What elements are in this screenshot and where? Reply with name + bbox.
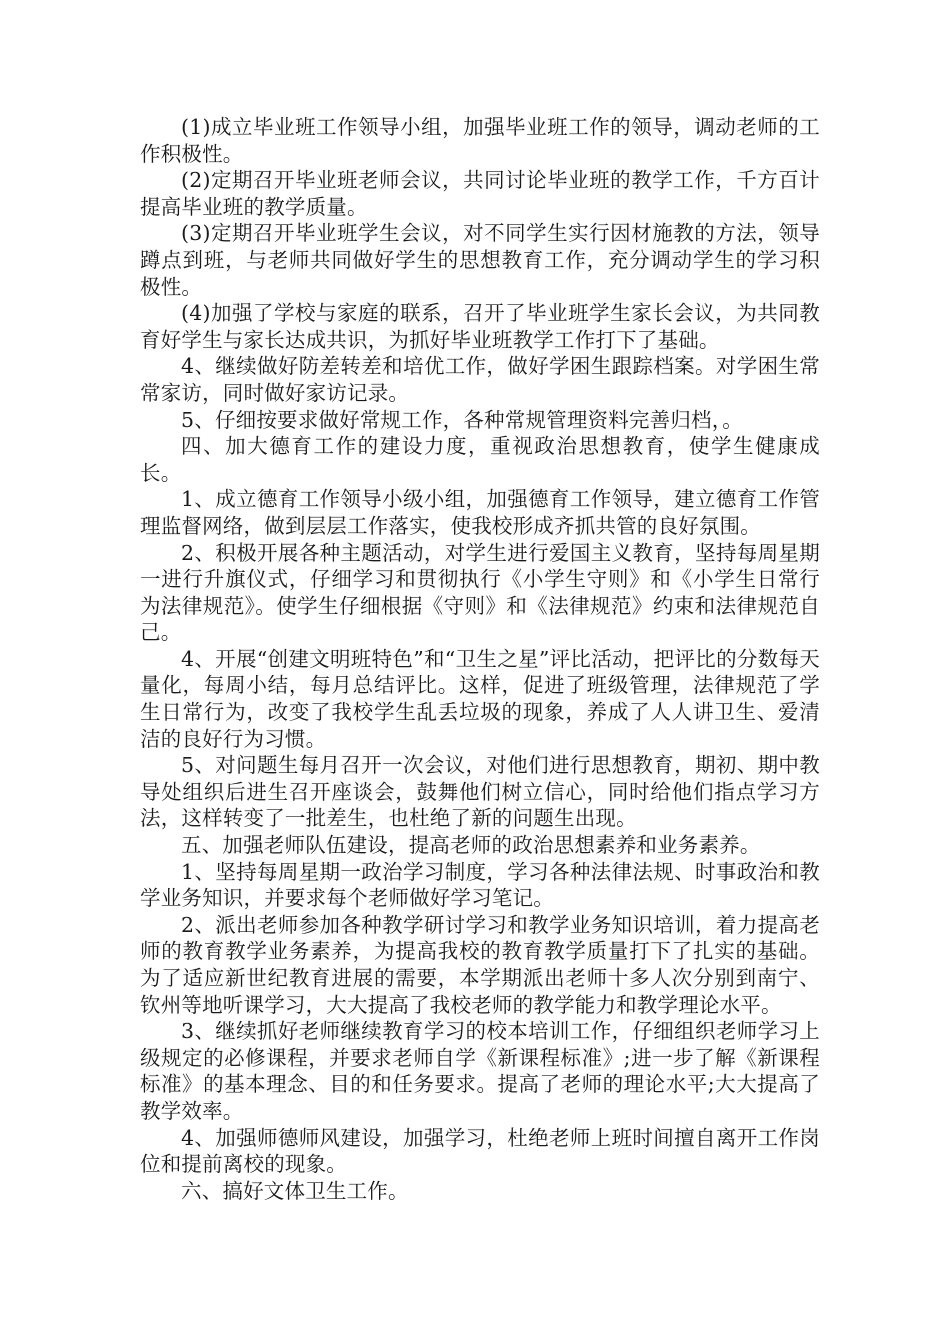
paragraph-11: 5、对问题生每月召开一次会议，对他们进行思想教育，期初、期中教导处组织后进生召开座谈会，鼓舞他们树立信心，同时给他们指点学习方法，这样转变了一批差生，也杜绝了新的问题生出现。 [140, 753, 820, 831]
paragraph-1: (1)成立毕业班工作领导小组，加强毕业班工作的领导，调动老师的工作积极性。 [140, 115, 820, 166]
section-heading-5: 五、加强老师队伍建设，提高老师的政治思想素养和业务素养。 [181, 833, 761, 858]
paragraph-3: (3)定期召开毕业班学生会议，对不同学生实行因材施教的方法，领导蹲点到班，与老师共同做好学生的思想教育工作，充分调动学生的学习积极性。 [140, 221, 820, 299]
paragraph-8: 1、成立德育工作领导小级小组，加强德育工作领导，建立德育工作管理监督网络，做到层层工作落实，使我校形成齐抓共管的良好氛围。 [140, 487, 820, 538]
paragraph-6: 5、仔细按要求做好常规工作，各种常规管理资料完善归档，。 [181, 407, 743, 432]
paragraph-2: (2)定期召开毕业班老师会议，共同讨论毕业班的教学工作，千方百计提高毕业班的教学质量。 [140, 168, 820, 219]
paragraph-10: 4、开展“创建文明班特色”和“卫生之星”评比活动，把评比的分数每天量化，每周小结，每月总结评比。这样，促进了班级管理，法律规范了学生日常行为，改变了我校学生乱丢垃圾的现象，养成了人人讲卫生、爱清洁的良好行为习惯。 [140, 646, 820, 751]
paragraph-4: (4)加强了学校与家庭的联系，召开了毕业班学生家长会议，为共同教育好学生与家长达成共识，为抓好毕业班教学工作打下了基础。 [140, 301, 820, 352]
paragraph-16: 4、加强师德师风建设，加强学习，杜绝老师上班时间擅自离开工作岗位和提前离校的现象。 [140, 1125, 820, 1177]
section-heading-4: 四、加大德育工作的建设力度，重视政治思想教育，使学生健康成长。 [140, 434, 820, 485]
paragraph-5: 4、继续做好防差转差和培优工作，做好学困生跟踪档案。对学困生常常家访，同时做好家访记录。 [140, 354, 820, 405]
document-body [140, 114, 820, 1204]
paragraph-14: 2、派出老师参加各种教学研讨学习和教学业务知识培训，着力提高老师的教育教学业务素养，为提高我校的教育教学质量打下了扎实的基础。为了适应新世纪教育进展的需要，本学期派出老师十多人次分别到南宁、钦州等地听课学习，大大提高了我校老师的教学能力和教学理论水平。 [140, 912, 820, 1017]
paragraph-15: 3、继续抓好老师继续教育学习的校本培训工作，仔细组织老师学习上级规定的必修课程，并要求老师自学《新课程标准》;进一步了解《新课程标准》的基本理念、目的和任务要求。提高了老师的理论水平;大大提高了教学效率。 [140, 1019, 820, 1123]
paragraph-13: 1、坚持每周星期一政治学习制度，学习各种法律法规、时事政治和教学业务知识，并要求每个老师做好学习笔记。 [140, 859, 820, 911]
paragraph-9: 2、积极开展各种主题活动，对学生进行爱国主义教育，坚持每周星期一进行升旗仪式，仔细学习和贯彻执行《小学生守则》和《小学生日常行为法律规范》。使学生仔细根据《守则》和《法律规范》约束和法律规范自己。 [140, 540, 820, 645]
section-heading-6: 六、搞好文体卫生工作。 [181, 1178, 409, 1203]
